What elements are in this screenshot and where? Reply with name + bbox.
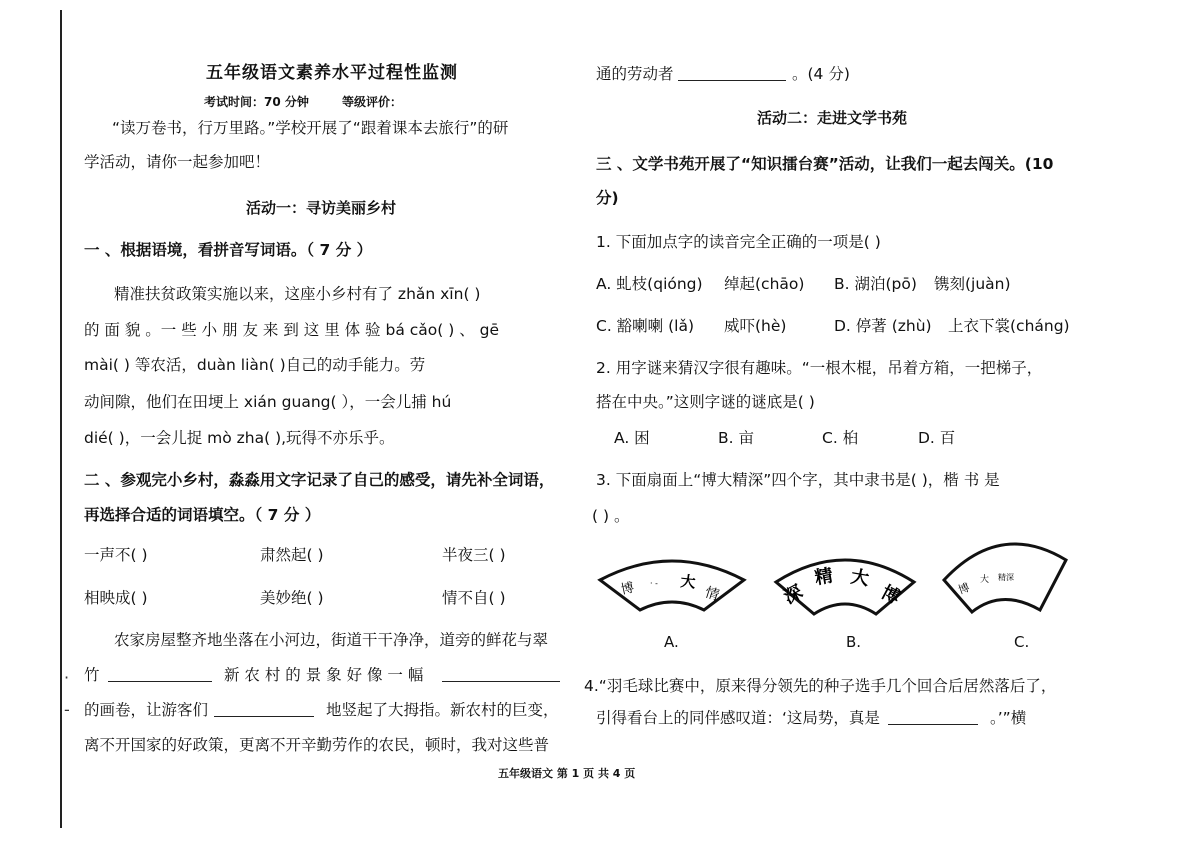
q1-option: 镌刻(juàn) [934, 275, 1011, 293]
word-item: 半夜三( ) [442, 546, 506, 564]
q1-option: 绰起(chāo) [724, 275, 805, 293]
word-item: 情不自( ) [442, 589, 506, 607]
section-two-heading: 二 、参观完小乡村，淼淼用文字记录了自己的感受，请先补全词语， [84, 471, 555, 489]
q2-option: B. 亩 [718, 429, 754, 447]
margin-mark: - [64, 700, 70, 719]
question-2-stem: 2. 用字谜来猜汉字很有趣味。“一根木棍，吊着方箱，一把梯子， [596, 359, 1043, 377]
page-title: 五年级语文素养水平过程性监测 [206, 63, 458, 83]
svg-text:深: 深 [780, 581, 807, 609]
answer-blank[interactable] [108, 667, 212, 682]
question-2-stem-line-2: 搭在中央。”这则字谜的谜底是( ) [596, 393, 815, 411]
svg-text:精: 精 [813, 565, 835, 589]
section-three-heading-line-2: 分) [596, 189, 619, 207]
word-item: 相映成( ) [84, 589, 148, 607]
fan-a-image [592, 548, 752, 618]
fan-b-image [770, 546, 920, 622]
fan-a-label: A. [664, 633, 679, 651]
activity-two-heading: 活动二：走进文学书苑 [757, 109, 908, 127]
word-item: 美妙绝( ) [260, 589, 324, 607]
q1-option: 威吓(hè) [724, 317, 787, 335]
paragraph-line-start: 竹 [84, 666, 100, 684]
svg-text:博: 博 [877, 581, 904, 609]
paragraph-line: 地竖起了大拇指。新农村的巨变， [326, 701, 559, 719]
paragraph-line: 农家房屋整齐地坐落在小河边，街道干干净净，道旁的鲜花与翠 [114, 631, 549, 649]
svg-text:博: 博 [956, 580, 972, 597]
svg-text:博: 博 [619, 580, 636, 598]
answer-blank[interactable] [214, 702, 314, 717]
section-one-line: 精准扶贫政策实施以来，这座小乡村有了 zhǎn xīn( ) [114, 285, 481, 303]
section-one-line: 的 面 貌 。一 些 小 朋 友 来 到 这 里 体 验 bá cǎo( ) 、 gē [84, 321, 499, 339]
margin-mark: · [64, 668, 70, 687]
fan-b-label: B. [846, 633, 862, 651]
continued-text: 通的劳动者 [596, 65, 674, 83]
svg-text:大: 大 [679, 572, 697, 592]
svg-text:· -: · - [650, 579, 658, 588]
paragraph-line: 新 农 村 的 景 象 好 像 一 幅 [224, 666, 424, 684]
q1-option: 上衣下裳(cháng) [948, 317, 1070, 335]
q2-option: C. 桕 [822, 429, 859, 447]
q1-option: A. 虬枝(qióng) [596, 275, 703, 293]
fan-c-label: C. [1014, 633, 1030, 651]
answer-blank[interactable] [678, 66, 786, 81]
section-one-heading: 一 、根据语境，看拼音写词语。（ 7 分 ） [84, 241, 373, 259]
paragraph-line: 离不开国家的好政策，更离不开辛勤劳作的农民，顿时，我对这些普 [84, 736, 550, 754]
intro-line-1: “读万卷书，行万里路。”学校开展了“跟着课本去旅行”的研 [112, 119, 509, 137]
score-note: 。(4 分) [792, 65, 850, 83]
activity-one-heading: 活动一：寻访美丽乡村 [246, 199, 397, 217]
intro-line-2: 学活动，请你一起参加吧！ [84, 153, 271, 171]
section-three-heading: 三 、文学书苑开展了“知识擂台赛”活动，让我们一起去闯关。(10 [596, 155, 1054, 173]
page-footer: 五年级语文 第 1 页 共 4 页 [498, 767, 636, 780]
section-one-line: mài( ) 等农活，duàn liàn( )自己的动手能力。劳 [84, 356, 426, 374]
word-item: 一声不( ) [84, 546, 148, 564]
question-3-stem-line-2: ( ) 。 [592, 507, 630, 525]
question-4-stem-line-2: 引得看台上的同伴感叹道：‘这局势，真是 [596, 709, 880, 727]
svg-text:大: 大 [980, 575, 990, 585]
question-4-stem-end: 。’”横 [990, 709, 1027, 727]
q1-option: D. 停著 (zhù) [834, 317, 932, 335]
svg-text:精深: 精深 [998, 573, 1014, 582]
q1-option: B. 湖泊(pō) [834, 275, 917, 293]
question-4-stem: 4.“羽毛球比赛中，原来得分领先的种子选手几个回合后居然落后了， [584, 677, 1057, 695]
q2-option: D. 百 [918, 429, 956, 447]
question-1-stem: 1. 下面加点字的读音完全正确的一项是( ) [596, 233, 881, 251]
section-one-line: dié( )，一会儿捉 mò zha( ),玩得不亦乐乎。 [84, 429, 395, 447]
svg-text:大: 大 [849, 566, 871, 591]
binding-margin-line [60, 10, 62, 828]
fan-c-image [940, 530, 1070, 620]
section-two-heading-line-2: 再选择合适的词语填空。（ 7 分 ） [84, 506, 321, 524]
section-one-line: 动间隙，他们在田埂上 xián guang( ），一会儿捕 hú [84, 393, 452, 411]
q2-option: A. 困 [614, 429, 650, 447]
q1-option: C. 豁喇喇 (lǎ) [596, 317, 695, 335]
paragraph-line: 的画卷，让游客们 [84, 701, 209, 719]
exam-time: 考试时间：70 分钟 [204, 95, 309, 109]
svg-text:情: 情 [702, 584, 722, 605]
grade-label: 等级评价： [342, 95, 403, 109]
answer-blank[interactable] [442, 667, 560, 682]
answer-blank[interactable] [888, 710, 978, 725]
word-item: 肃然起( ) [260, 546, 324, 564]
question-3-stem: 3. 下面扇面上“博大精深”四个字，其中隶书是( )，楷 书 是 [596, 471, 1000, 489]
